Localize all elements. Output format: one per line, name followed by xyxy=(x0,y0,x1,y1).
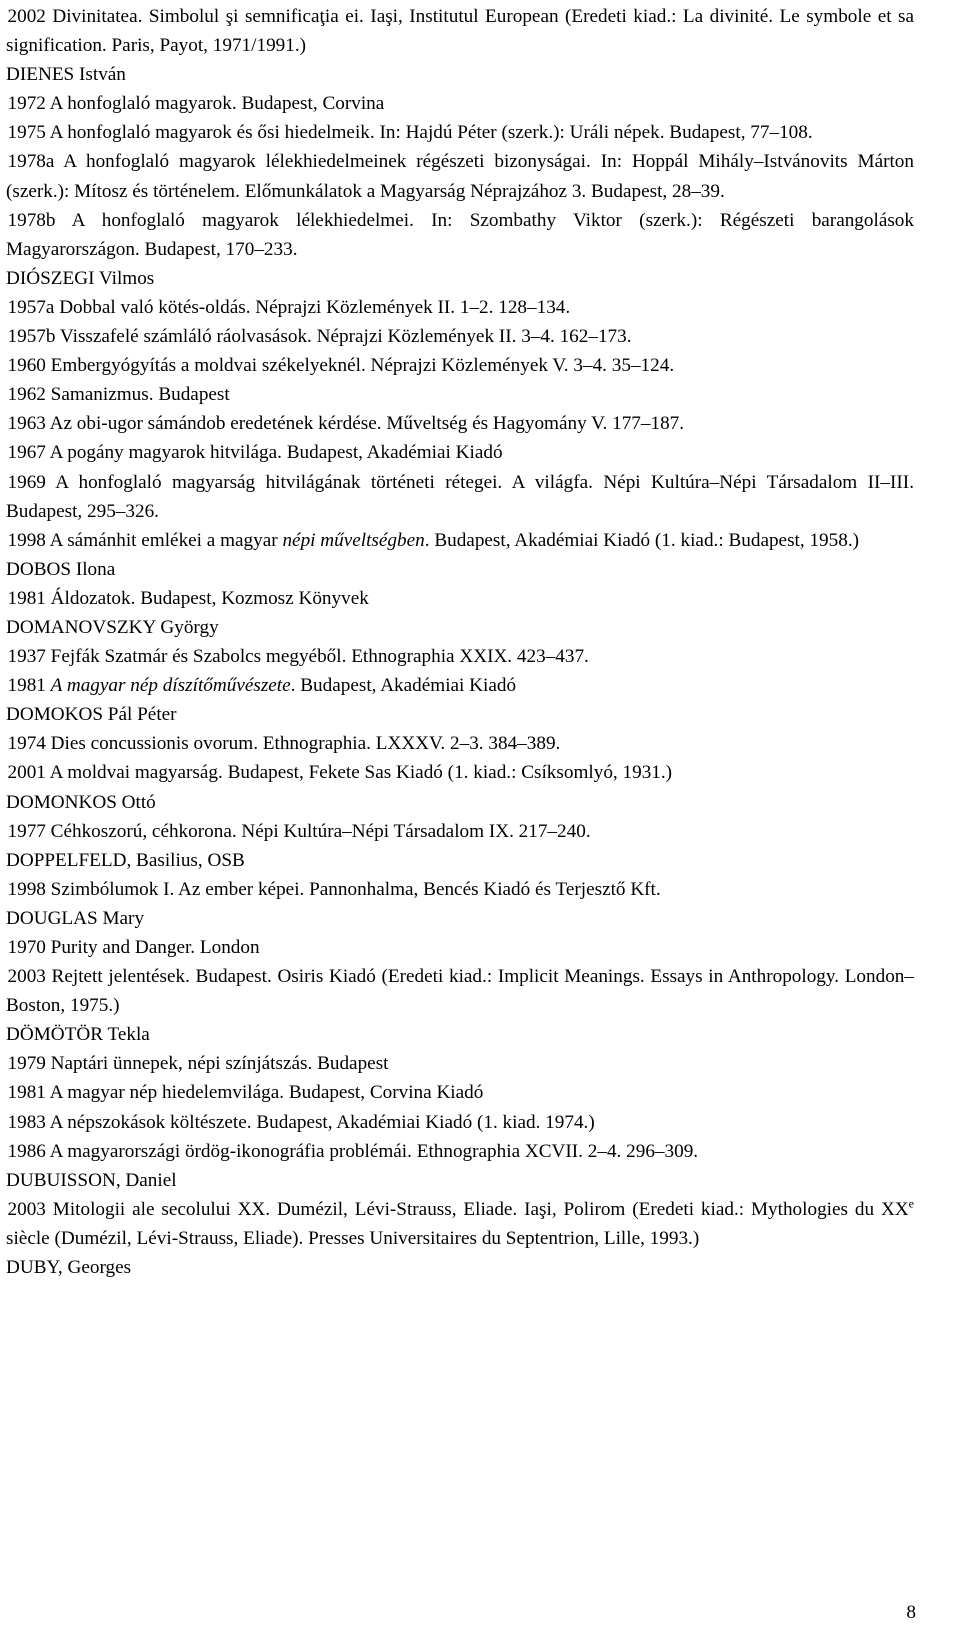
bib-entry: 1957a Dobbal való kötés-oldás. Néprajzi Közlemények II. 1–2. 128–134. xyxy=(7,296,571,318)
bib-entry: 1978b A honfoglaló magyarok lélekhiedelmei. In: Szombathy Viktor (szerk.): Régészeti barangolások Magyarországon. Budapest, 170–233. xyxy=(6,209,914,260)
bib-entry: 1960 Embergyógyítás a moldvai székelyeknél. Néprajzi Közlemények V. 3–4. 35–124. xyxy=(7,355,675,377)
bib-entry-italic: népi műveltségben xyxy=(282,529,425,551)
bib-author: DUBUISSON, Daniel xyxy=(6,1169,177,1191)
bib-entry-text: 1998 A sámánhit emlékei a magyar xyxy=(7,529,283,551)
bib-author: DOPPELFELD, Basilius, OSB xyxy=(6,849,245,871)
bib-entry: 1975 A honfoglaló magyarok és ősi hiedelmeik. In: Hajdú Péter (szerk.): Uráli népek. Budapest, 77–108. xyxy=(7,122,813,144)
bib-author: DOMOKOS Pál Péter xyxy=(6,704,177,726)
bib-entry: 1967 A pogány magyarok hitvilága. Budapest, Akadémiai Kiadó xyxy=(7,442,503,464)
bib-author: DOMANOVSZKY György xyxy=(6,616,219,638)
bib-author: DOBOS Ilona xyxy=(6,558,116,580)
bib-entry: 2001 A moldvai magyarság. Budapest, Fekete Sas Kiadó (1. kiad.: Csíksomlyó, 1931.) xyxy=(7,762,673,784)
bib-entry-text: 1981 xyxy=(7,675,51,697)
bib-entry xyxy=(6,1195,914,1253)
bib-entry: 1978a A honfoglaló magyarok lélekhiedelmeinek régészeti bizonyságai. In: Hoppál Mihály–Istvánovits Márton (szerk.): Mítosz és történelem. Előmunkálatok a Magyarság Néprajzához 3. Budapest, 28–39. xyxy=(6,151,914,202)
bib-author: DOMONKOS Ottó xyxy=(6,791,156,813)
bib-author: DIENES István xyxy=(6,64,126,86)
bib-author: DÖMÖTÖR Tekla xyxy=(6,1024,150,1046)
bibliography-page xyxy=(6,2,914,1282)
bib-entry: 1983 A népszokások költészete. Budapest, Akadémiai Kiadó (1. kiad. 1974.) xyxy=(7,1111,595,1133)
bib-entry xyxy=(6,671,914,700)
bib-entry: 1970 Purity and Danger. London xyxy=(7,937,260,958)
bib-entry: 1979 Naptári ünnepek, népi színjátszás. Budapest xyxy=(7,1053,389,1075)
bib-entry: 1977 Céhkoszorú, céhkorona. Népi Kultúra–Népi Társadalom IX. 217–240. xyxy=(7,820,591,842)
bib-entry: 1986 A magyarországi ördög-ikonográfia problémái. Ethnographia XCVII. 2–4. 296–309. xyxy=(7,1140,699,1162)
bib-entry: 2002 Divinitatea. Simbolul şi semnificaţia ei. Iaşi, Institutul European (Eredeti kiad.: La divinité. Le symbole et sa signification. Paris, Payot, 1971/1991.) xyxy=(6,6,914,57)
bib-entry: 1974 Dies concussionis ovorum. Ethnographia. LXXXV. 2–3. 384–389. xyxy=(7,733,561,755)
bib-entry-text: . Budapest, Akadémiai Kiadó (1. kiad.: Budapest, 1958.) xyxy=(424,529,860,551)
bib-entry-text: 2003 Mitologii ale secolului XX. Dumézil, Lévi-Strauss, Eliade. Iaşi, Polirom (Eredeti kiad.: Mythologies du XX xyxy=(7,1198,909,1220)
bib-entry xyxy=(6,526,914,555)
bib-entry-superscript: e xyxy=(908,1196,914,1211)
bib-entry: 1963 Az obi-ugor sámándob eredetének kérdése. Műveltség és Hagyomány V. 177–187. xyxy=(7,413,685,435)
bib-entry-text: siècle (Dumézil, Lévi-Strauss, Eliade). Presses Universitaires du Septentrion, Lille, 1993.) xyxy=(6,1227,700,1249)
bib-entry: 2003 Rejtett jelentések. Budapest. Osiris Kiadó (Eredeti kiad.: Implicit Meanings. Essays in Anthropology. London–Boston, 1975.) xyxy=(6,966,914,1017)
bib-entry: 1981 Áldozatok. Budapest, Kozmosz Könyvek xyxy=(7,587,369,609)
bib-entry: 1962 Samanizmus. Budapest xyxy=(7,384,230,406)
bib-entry-text: . Budapest, Akadémiai Kiadó xyxy=(290,675,517,697)
bib-author: DIÓSZEGI Vilmos xyxy=(6,267,155,289)
bib-author: DOUGLAS Mary xyxy=(6,907,145,929)
bib-entry: 1998 Szimbólumok I. Az ember képei. Pannonhalma, Bencés Kiadó és Terjesztő Kft. xyxy=(7,878,661,900)
bib-entry: 1981 A magyar nép hiedelemvilága. Budapest, Corvina Kiadó xyxy=(7,1082,484,1104)
bib-entry: 1937 Fejfák Szatmár és Szabolcs megyéből. Ethnographia XXIX. 423–437. xyxy=(7,646,589,668)
bib-entry: 1969 A honfoglaló magyarság hitvilágának történeti rétegei. A világfa. Népi Kultúra–Népi Társadalom II–III. Budapest, 295–326. xyxy=(6,471,914,522)
bib-entry-italic: A magyar nép díszítőművészete xyxy=(50,675,291,697)
page-number: 8 xyxy=(906,1602,916,1623)
bib-entry: 1957b Visszafelé számláló ráolvasások. Néprajzi Közlemények II. 3–4. 162–173. xyxy=(7,326,632,348)
bib-entry: 1972 A honfoglaló magyarok. Budapest, Corvina xyxy=(7,93,385,115)
bib-author: DUBY, Georges xyxy=(6,1257,132,1279)
